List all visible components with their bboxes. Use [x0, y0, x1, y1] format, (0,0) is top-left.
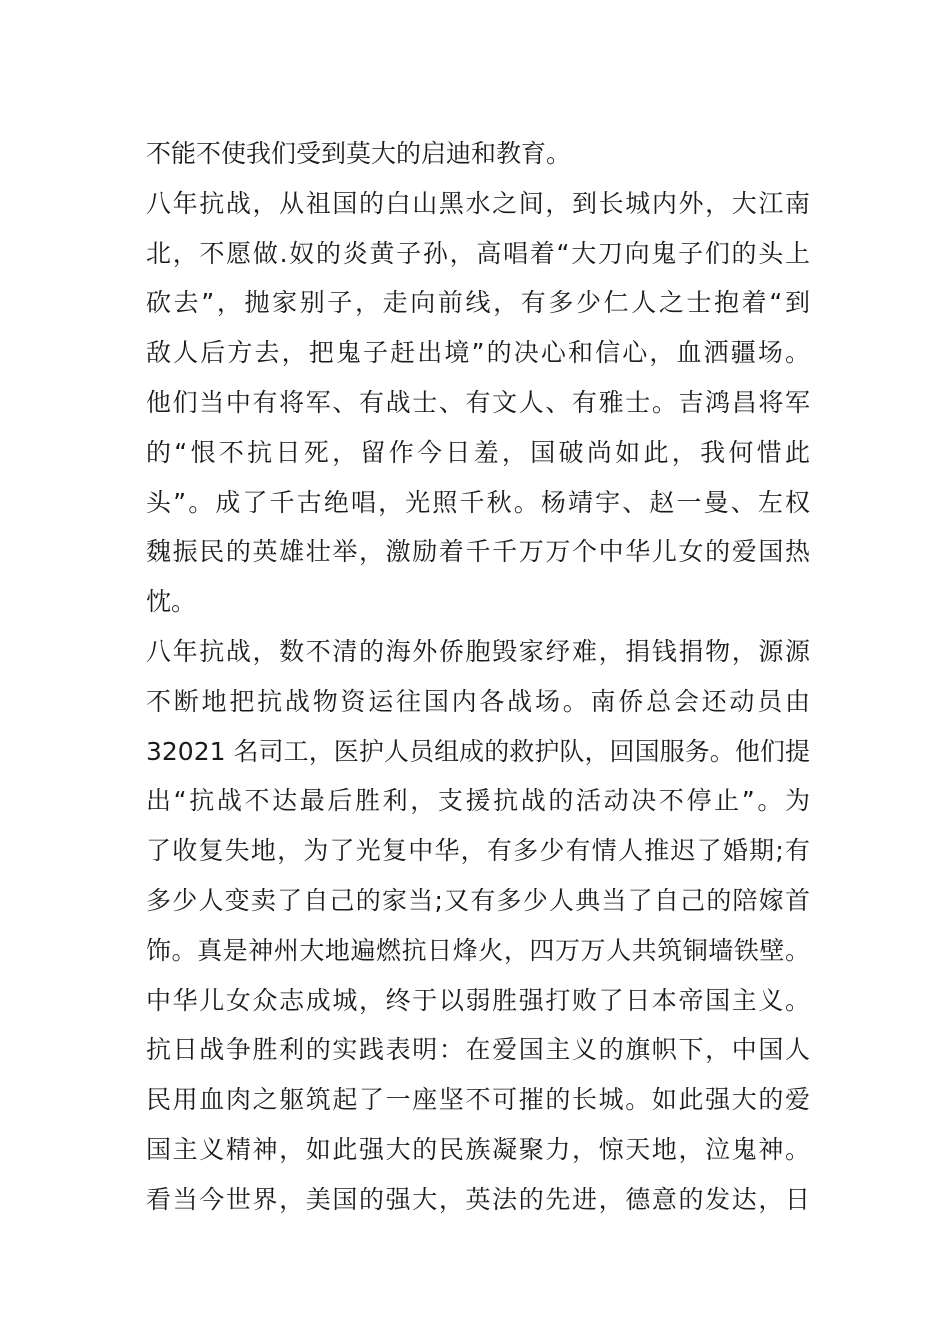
body-text	[146, 129, 810, 1225]
text-line: 饰。真是神州大地遍燃抗日烽火，四万万人共筑铜墙铁壁。	[146, 935, 810, 965]
text-line: 不断地把抗战物资运往国内各战场。南侨总会还动员由	[146, 686, 810, 716]
text-line: 头”。成了千古绝唱，光照千秋。杨靖宇、赵一曼、左权	[146, 487, 810, 517]
text-line: 八年抗战，从祖国的白山黑水之间，到长城内外，大江南	[146, 188, 810, 218]
text-line: 他们当中有将军、有战士、有文人、有雅士。吉鸿昌将军	[146, 387, 810, 417]
text-line: 的“恨不抗日死，留作今日羞，国破尚如此，我何惜此	[146, 437, 810, 467]
text-line: 民用血肉之躯筑起了一座坚不可摧的长城。如此强大的爱	[146, 1085, 810, 1115]
text-line: 敌人后方去，把鬼子赶出境”的决心和信心，血洒疆场。	[146, 338, 810, 368]
text-line: 出“抗战不达最后胜利，支援抗战的活动决不停止”。为	[146, 786, 810, 816]
text-line: 砍去”，抛家别子，走向前线，有多少仁人之士抱着“到	[146, 288, 810, 318]
text-line: 32021 名司工，医护人员组成的救护队，回国服务。他们提	[146, 736, 810, 766]
text-line: 国主义精神，如此强大的民族凝聚力，惊天地，泣鬼神。	[146, 1134, 810, 1164]
text-line: 忱。	[146, 587, 197, 617]
text-line: 了收复失地，为了光复中华，有多少有情人推迟了婚期;有	[146, 836, 810, 866]
text-line: 抗日战争胜利的实践表明：在爱国主义的旗帜下，中国人	[146, 1035, 810, 1065]
text-line: 中华儿女众志成城，终于以弱胜强打败了日本帝国主义。	[146, 985, 810, 1015]
text-line: 魏振民的英雄壮举，激励着千千万万个中华儿女的爱国热	[146, 537, 810, 567]
text-line: 不能不使我们受到莫大的启迪和教育。	[146, 139, 572, 168]
text-line: 多少人变卖了自己的家当;又有多少人典当了自己的陪嫁首	[146, 885, 810, 915]
text-line: 北，不愿做.奴的炎黄子孙，高唱着“大刀向鬼子们的头上	[146, 238, 810, 268]
text-line: 看当今世界，美国的强大，英法的先进，德意的发达，日	[146, 1184, 810, 1214]
text-line: 八年抗战，数不清的海外侨胞毁家纾难，捐钱捐物，源源	[146, 636, 810, 666]
